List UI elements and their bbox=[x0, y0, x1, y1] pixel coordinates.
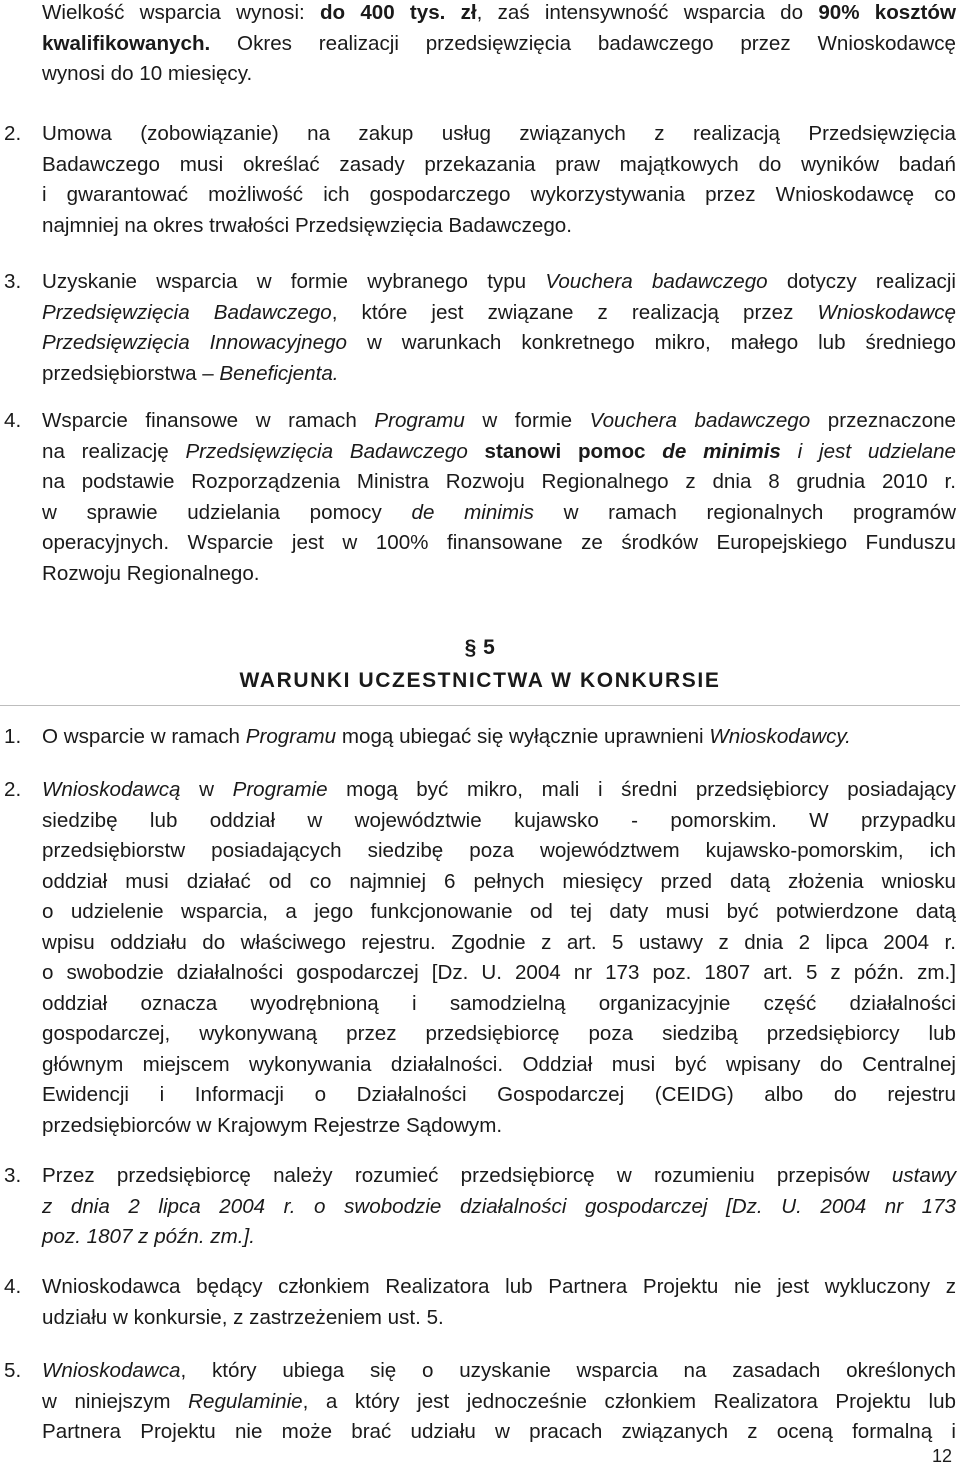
text-line: operacyjnych. Wsparcie jest w 100% finansowane ze środków Europejskiego Funduszu bbox=[42, 531, 956, 554]
text-line: oddział oznacza wyodrębnioną i samodzielną organizacyjnie część działalności bbox=[42, 991, 956, 1015]
section-number: § 5 bbox=[464, 636, 496, 659]
list-number: 3. bbox=[4, 270, 22, 293]
text-line: udziału w konkursie, z zastrzeżeniem ust. 5. bbox=[42, 1305, 444, 1329]
text-line: Rozwoju Regionalnego. bbox=[42, 561, 260, 585]
clause-3 bbox=[42, 1161, 956, 1253]
list-number: 3. bbox=[4, 1164, 22, 1187]
list-number: 5. bbox=[4, 1359, 22, 1382]
clause-5 bbox=[42, 1356, 956, 1448]
text-line: siedzibę lub oddział w województwie kujawsko - pomorskim. W przypadku bbox=[42, 808, 956, 832]
clause-1 bbox=[42, 722, 956, 753]
paragraph-4 bbox=[42, 406, 956, 589]
text-line: Wsparcie finansowe w ramach Programu w formie Vouchera badawczego przeznaczone bbox=[42, 409, 956, 432]
clause-4 bbox=[42, 1272, 956, 1333]
text-line: poz. 1807 z późn. zm.]. bbox=[42, 1225, 255, 1248]
paragraph-3 bbox=[42, 267, 956, 389]
text-line: o udzielenie wsparcia, a jego funkcjonowanie od tej daty musi być potwierdzone datą bbox=[42, 900, 956, 923]
text-line: z dnia 2 lipca 2004 r. o swobodzie działalności gospodarczej [Dz. U. 2004 nr 173 bbox=[42, 1194, 956, 1218]
list-number: 2. bbox=[4, 122, 22, 145]
text-line: wpisu oddziału do właściwego rejestru. Zgodnie z art. 5 ustawy z dnia 2 lipca 2004 r. bbox=[42, 930, 956, 954]
paragraph-2 bbox=[42, 119, 956, 241]
text-line: Przedsięwzięcia Badawczego, które jest związane z realizacją przez Wnioskodawcę bbox=[42, 300, 956, 324]
text-line: w niniejszym Regulaminie, a który jest jednocześnie członkiem Realizatora Projektu lub bbox=[42, 1389, 956, 1413]
text-line: kwalifikowanych. Okres realizacji przedsięwzięcia badawczego przez Wnioskodawcę bbox=[42, 31, 956, 55]
text-line: O wsparcie w ramach Programu mogą ubiegać się wyłącznie uprawnieni Wnioskodawcy. bbox=[42, 725, 851, 748]
text-line: w sprawie udzielania pomocy de minimis w ramach regionalnych programów bbox=[42, 500, 956, 524]
text-line: przedsiębiorców w Krajowym Rejestrze Sądowym. bbox=[42, 1113, 503, 1137]
text-line: Przedsięwzięcia Innowacyjnego w warunkach konkretnego mikro, małego lub średniego bbox=[42, 331, 956, 354]
text-line: Wnioskodawca będący członkiem Realizatora lub Partnera Projektu nie jest wykluczony z bbox=[42, 1275, 956, 1298]
text-line: i gwarantować możliwość ich gospodarczego wykorzystywania przez Wnioskodawcę co bbox=[42, 183, 956, 206]
text-line: głównym miejscem wykonywania działalności. Oddział musi być wpisany do Centralnej bbox=[42, 1052, 956, 1076]
section-divider bbox=[0, 705, 960, 706]
text-line: Wnioskodawcą w Programie mogą być mikro, mali i średni przedsiębiorcy posiadający bbox=[42, 778, 956, 801]
text-line: na podstawie Rozporządzenia Ministra Rozwoju Regionalnego z dnia 8 grudnia 2010 r. bbox=[42, 470, 956, 493]
list-number: 4. bbox=[4, 409, 22, 432]
text-line: Uzyskanie wsparcia w formie wybranego typu Vouchera badawczego dotyczy realizacji bbox=[42, 270, 956, 293]
text-line: Ewidencji i Informacji o Działalności Gospodarczej (CEIDG) albo do rejestru bbox=[42, 1083, 956, 1106]
text-line: przedsiębiorstwa – Beneficjenta. bbox=[42, 361, 339, 385]
text-line: Badawczego musi określać zasady przekazania praw majątkowych do wyników badań bbox=[42, 152, 956, 176]
page-number: 12 bbox=[931, 1446, 952, 1466]
text-line: Wnioskodawca, który ubiega się o uzyskanie wsparcia na zasadach określonych bbox=[42, 1359, 956, 1382]
text-line: o swobodzie działalności gospodarczej [Dz. U. 2004 nr 173 poz. 1807 art. 5 z późn. zm.] bbox=[42, 961, 956, 984]
text-line: Partnera Projektu nie może brać udziału w pracach związanych z oceną formalną i bbox=[42, 1420, 956, 1443]
clause-2 bbox=[42, 775, 956, 1141]
intro-paragraph bbox=[42, 0, 956, 90]
text-line: przedsiębiorstw posiadających siedzibę poza województwem kujawsko-pomorskim, ich bbox=[42, 839, 956, 862]
list-number: 2. bbox=[4, 778, 22, 801]
list-number: 4. bbox=[4, 1275, 22, 1298]
text-line: najmniej na okres trwałości Przedsięwzięcia Badawczego. bbox=[42, 213, 572, 237]
text-line: Umowa (zobowiązanie) na zakup usług związanych z realizacją Przedsięwzięcia bbox=[42, 122, 956, 145]
text-line: Wielkość wsparcia wynosi: do 400 tys. zł, zaś intensywność wsparcia do 90% kosztów bbox=[42, 1, 956, 24]
text-line: Przez przedsiębiorcę należy rozumieć przedsiębiorcę w rozumieniu przepisów ustawy bbox=[42, 1164, 956, 1187]
text-line: gospodarczej, wykonywaną przez przedsiębiorcę poza siedzibą przedsiębiorcy lub bbox=[42, 1022, 956, 1045]
text-line: na realizację Przedsięwzięcia Badawczego stanowi pomoc de minimis i jest udzielane bbox=[42, 439, 956, 463]
text-line: oddział musi działać od co najmniej 6 pełnych miesięcy przed datą złożenia wniosku bbox=[42, 869, 956, 893]
list-number: 1. bbox=[4, 725, 22, 748]
section-title: WARUNKI UCZESTNICTWA W KONKURSIE bbox=[239, 669, 721, 692]
text-line: wynosi do 10 miesięcy. bbox=[42, 62, 253, 85]
